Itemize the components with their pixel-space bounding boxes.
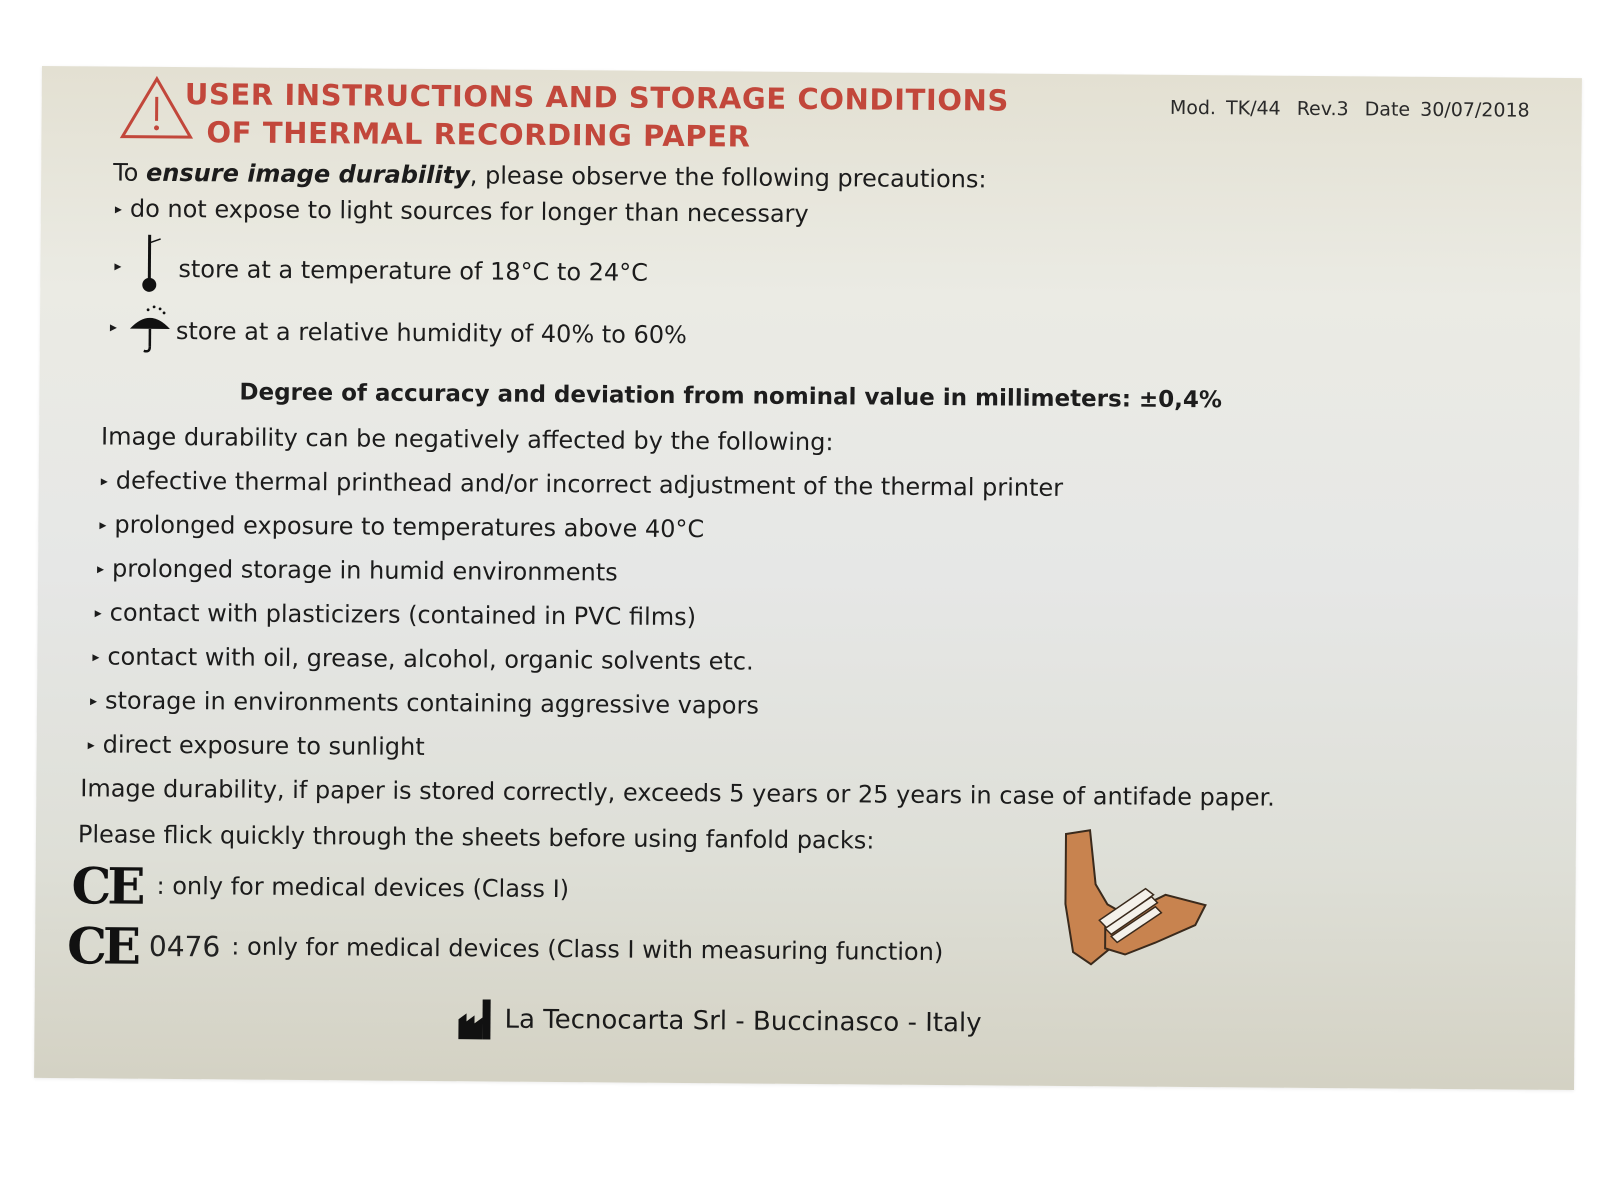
bullet-arrow-icon: ▸ bbox=[109, 319, 118, 336]
negative-item bbox=[99, 510, 704, 543]
instruction-card bbox=[34, 66, 1582, 1090]
negative-item bbox=[88, 730, 425, 761]
negative-item-text: prolonged storage in humid environments bbox=[111, 554, 618, 587]
negative-item-text: direct exposure to sunlight bbox=[102, 730, 425, 761]
title-line-2: OF THERMAL RECORDING PAPER bbox=[206, 115, 751, 154]
negative-item bbox=[92, 642, 753, 675]
model-code: Mod. TK/44 bbox=[1169, 96, 1281, 120]
negative-item bbox=[95, 598, 697, 631]
precaution-item bbox=[115, 195, 809, 228]
bullet-arrow-icon: ▸ bbox=[92, 649, 100, 666]
negative-item bbox=[97, 554, 618, 586]
precaution-item bbox=[110, 313, 125, 341]
bullet-arrow-icon: ▸ bbox=[114, 258, 122, 275]
negative-item bbox=[101, 466, 1064, 502]
intro-suffix: , please observe the following precautions: bbox=[469, 161, 987, 194]
durability-note: Image durability, if paper is stored correctly, exceeds 5 years or 25 years in case of antifade paper. bbox=[80, 774, 1275, 812]
bullet-arrow-icon: ▸ bbox=[87, 737, 95, 754]
intro-emphasis: ensure image durability bbox=[145, 158, 470, 190]
negative-item-text: contact with oil, grease, alcohol, organic solvents etc. bbox=[107, 642, 754, 676]
hand-flicking-icon bbox=[1045, 824, 1216, 975]
negative-item-text: storage in environments containing aggressive vapors bbox=[104, 686, 760, 720]
notified-body-number: 0476 bbox=[148, 929, 221, 964]
ce-mark: CE bbox=[66, 916, 138, 976]
ce-class1-text: : only for medical devices (Class I) bbox=[156, 871, 570, 904]
revision-date: Date 30/07/2018 bbox=[1364, 98, 1530, 122]
negative-item-text: prolonged exposure to temperatures above 40°C bbox=[114, 510, 705, 544]
umbrella-icon bbox=[126, 303, 174, 355]
precaution-text: do not expose to light sources for longer than necessary bbox=[129, 194, 809, 228]
precaution-item bbox=[114, 252, 129, 280]
bullet-arrow-icon: ▸ bbox=[100, 473, 108, 490]
precaution-text: store at a temperature of 18°C to 24°C bbox=[178, 255, 649, 287]
document-reference bbox=[1164, 97, 1530, 122]
intro-text bbox=[113, 159, 987, 194]
warning-triangle-icon bbox=[119, 75, 194, 142]
negative-item-text: defective thermal printhead and/or incorrect adjustment of the thermal printer bbox=[115, 466, 1064, 503]
intro-prefix: To bbox=[113, 158, 147, 187]
flick-note: Please flick quickly through the sheets before using fanfold packs: bbox=[77, 820, 875, 855]
ce-class1-line bbox=[71, 856, 569, 919]
title-line-1: USER INSTRUCTIONS AND STORAGE CONDITIONS bbox=[184, 77, 1010, 118]
negative-intro: Image durability can be negatively affected by the following: bbox=[100, 422, 834, 457]
precaution-text: store at a relative humidity of 40% to 60% bbox=[175, 317, 687, 350]
ce-class1m-text: : only for medical devices (Class I with measuring function) bbox=[231, 932, 944, 967]
bullet-arrow-icon: ▸ bbox=[99, 517, 107, 534]
thermometer-icon bbox=[132, 231, 169, 297]
negative-item-text: contact with plasticizers (contained in PVC films) bbox=[109, 598, 697, 632]
bullet-arrow-icon: ▸ bbox=[94, 605, 102, 622]
accuracy-statement: Degree of accuracy and deviation from nominal value in millimeters: ±0,4% bbox=[239, 379, 1223, 414]
factory-icon bbox=[456, 997, 494, 1039]
ce-class1m-line bbox=[67, 916, 944, 982]
bullet-arrow-icon: ▸ bbox=[114, 201, 122, 218]
bullet-arrow-icon: ▸ bbox=[96, 561, 105, 578]
bullet-arrow-icon: ▸ bbox=[89, 693, 98, 710]
revision: Rev.3 bbox=[1296, 97, 1349, 121]
negative-item bbox=[90, 686, 759, 719]
manufacturer-footer: La Tecnocarta Srl - Buccinasco - Italy bbox=[504, 1004, 982, 1039]
ce-mark: CE bbox=[71, 856, 142, 916]
